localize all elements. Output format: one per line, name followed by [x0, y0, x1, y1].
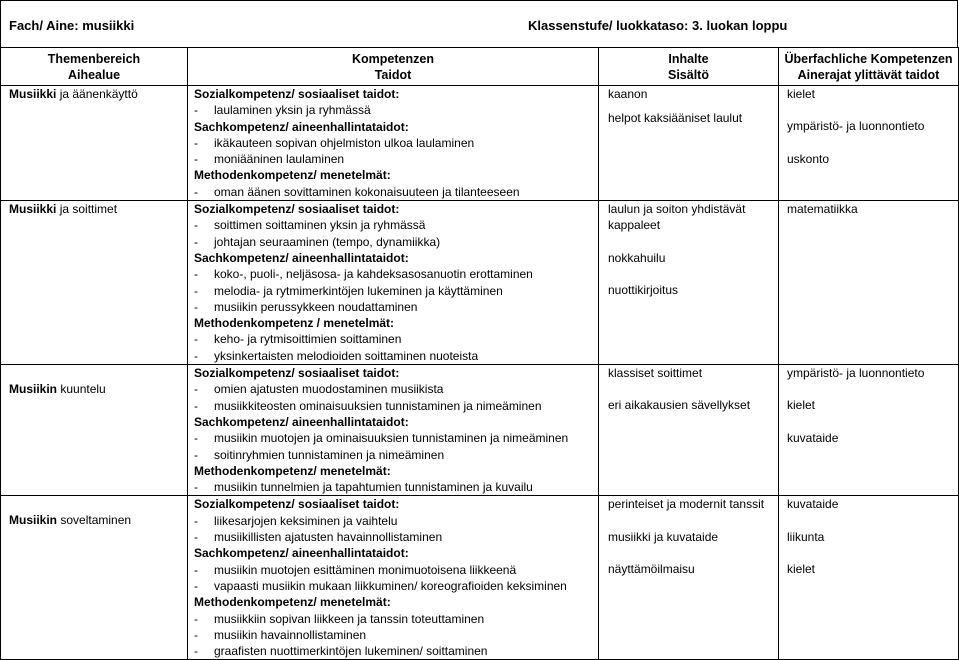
skill-item — [194, 381, 598, 397]
bullet-dash: - — [194, 332, 198, 347]
theme-cell — [1, 496, 188, 660]
competence-heading: Sozialkompetenz/ sosiaaliset taidot: — [194, 497, 400, 512]
skill-text: johtajan seuraaminen (tempo, dynamiikka) — [214, 234, 441, 249]
bullet-dash: - — [194, 382, 198, 397]
skill-item — [194, 234, 598, 250]
competence-heading: Methodenkompetenz/ menetelmät: — [194, 168, 391, 183]
cross-item: kuvataide — [787, 497, 839, 512]
skill-text: omien ajatusten muodostaminen musiikista — [214, 382, 444, 397]
content-item: näyttämöilmaisu — [608, 562, 695, 577]
skill-text: melodia- ja rytmimerkintöjen lukeminen ja käyttäminen — [214, 283, 503, 298]
skill-text: keho- ja rytmisoittimien soittaminen — [214, 332, 402, 347]
header-kompetenzen: Kompetenzen Taidot — [188, 48, 599, 86]
table-row — [1, 86, 959, 201]
competence-heading: Sachkompetenz/ aineenhallintataidot: — [194, 119, 409, 134]
theme-name-bold: Musiikin — [9, 513, 58, 528]
skill-item — [194, 430, 598, 446]
bullet-dash: - — [194, 480, 198, 495]
skill-text: yksinkertaisten melodioiden soittaminen nuoteista — [214, 348, 479, 363]
skill-text: liikesarjojen keksiminen ja vaihtelu — [214, 513, 398, 528]
skill-item — [194, 184, 598, 200]
bullet-dash: - — [194, 431, 198, 446]
bullet-dash: - — [194, 299, 198, 314]
bullet-dash: - — [194, 348, 198, 363]
cross-item: kielet — [787, 87, 816, 101]
level-label: Klassenstufe/ luokkataso: 3. luokan loppu — [528, 18, 788, 33]
cross-item: kielet — [787, 562, 816, 577]
bullet-dash: - — [194, 578, 198, 593]
skill-text: oman äänen sovittaminen kokonaisuuteen ja tilanteeseen — [214, 184, 520, 199]
theme-cell — [1, 201, 188, 365]
skill-item — [194, 513, 598, 529]
skill-text: musiikin muotojen esittäminen monimuotoisena liikkeenä — [214, 562, 517, 577]
document-header — [0, 0, 958, 48]
cross-item: uskonto — [787, 151, 830, 166]
theme-name-rest: kuuntelu — [57, 382, 106, 397]
skill-item — [194, 217, 598, 233]
contents-cell — [599, 365, 779, 496]
competence-heading: Sozialkompetenz/ sosiaaliset taidot: — [194, 202, 400, 217]
skill-text: musiikin perussykkeen noudattaminen — [214, 299, 418, 314]
cross-item: kuvataide — [787, 430, 839, 445]
skill-item — [194, 627, 598, 643]
theme-name-rest: soveltaminen — [57, 513, 132, 528]
bullet-dash: - — [194, 611, 198, 626]
skill-item — [194, 299, 598, 315]
skill-item — [194, 398, 598, 414]
header-themen: Themenbereich Aihealue — [1, 48, 188, 86]
header-ueberfachlich: Überfachliche Kompetenzen Ainerajat ylittävät taidot — [779, 48, 959, 86]
skill-text: moniääninen laulaminen — [214, 152, 345, 167]
skill-item — [194, 331, 598, 347]
competence-heading: Sachkompetenz/ aineenhallintataidot: — [194, 546, 409, 561]
theme-name-rest: ja soittimet — [56, 202, 118, 217]
bullet-dash: - — [194, 627, 198, 642]
contents-cell — [599, 496, 779, 660]
bullet-dash: - — [194, 562, 198, 577]
table-row — [1, 201, 959, 365]
bullet-dash: - — [194, 267, 198, 282]
skills-cell — [188, 365, 599, 496]
bullet-dash: - — [194, 152, 198, 167]
bullet-dash: - — [194, 513, 198, 528]
bullet-dash: - — [194, 398, 198, 413]
competence-heading: Methodenkompetenz / menetelmät: — [194, 316, 395, 331]
table-row — [1, 365, 959, 496]
cross-item: ympäristö- ja luonnontieto — [787, 366, 925, 381]
skill-text: laulaminen yksin ja ryhmässä — [214, 103, 371, 118]
skill-item — [194, 479, 598, 495]
skill-text: musiikillisten ajatusten havainnollistaminen — [214, 530, 443, 545]
competence-heading: Sachkompetenz/ aineenhallintataidot: — [194, 250, 409, 265]
cross-curricular-cell — [779, 496, 959, 660]
skill-item — [194, 266, 598, 282]
content-item: helpot kaksiääniset laulut — [608, 111, 743, 126]
competence-heading: Methodenkompetenz/ menetelmät: — [194, 595, 391, 610]
content-item: nokkahuilu — [608, 250, 666, 265]
bullet-dash: - — [194, 103, 198, 118]
skill-text: graafisten nuottimerkintöjen lukeminen/ soittaminen — [214, 644, 488, 659]
skills-cell — [188, 86, 599, 201]
theme-name-rest: ja äänenkäyttö — [56, 87, 138, 101]
theme-name-bold: Musiikki — [9, 87, 57, 101]
skill-text: ikäkauteen sopivan ohjelmiston ulkoa laulaminen — [214, 135, 475, 150]
cross-item: liikunta — [787, 529, 825, 544]
skill-item — [194, 578, 598, 594]
curriculum-table — [0, 47, 959, 660]
bullet-dash: - — [194, 234, 198, 249]
theme-name-bold: Musiikin — [9, 382, 58, 397]
cross-item: kielet — [787, 398, 816, 413]
theme-name-bold: Musiikki — [9, 202, 57, 217]
skill-text: koko-, puoli-, neljäsosa- ja kahdeksasosanuotin erottaminen — [214, 267, 533, 282]
subject-label: Fach/ Aine: musiikki — [9, 18, 135, 33]
skill-text: musiikin tunnelmien ja tapahtumien tunnistaminen ja kuvailu — [214, 480, 533, 495]
content-item: eri aikakausien sävellykset — [608, 398, 751, 413]
skill-item — [194, 102, 598, 118]
skill-text: vapaasti musiikin mukaan liikkuminen/ koreografioiden keksiminen — [214, 578, 567, 593]
skill-text: musiikin havainnollistaminen — [214, 627, 367, 642]
header-inhalte: Inhalte Sisältö — [599, 48, 779, 86]
cross-curricular-cell — [779, 86, 959, 201]
skill-item — [194, 283, 598, 299]
bullet-dash: - — [194, 447, 198, 462]
bullet-dash: - — [194, 530, 198, 545]
bullet-dash: - — [194, 135, 198, 150]
competence-heading: Methodenkompetenz/ menetelmät: — [194, 463, 391, 478]
cross-item: matematiikka — [787, 202, 858, 217]
skills-cell — [188, 201, 599, 365]
content-item: klassiset soittimet — [608, 366, 703, 381]
competence-heading: Sozialkompetenz/ sosiaaliset taidot: — [194, 366, 400, 381]
skill-item — [194, 529, 598, 545]
theme-cell — [1, 86, 188, 201]
bullet-dash: - — [194, 184, 198, 199]
content-item: musiikki ja kuvataide — [608, 529, 719, 544]
skill-text: musiikkiin sopivan liikkeen ja tanssin toteuttaminen — [214, 611, 485, 626]
skill-item — [194, 135, 598, 151]
competence-heading: Sozialkompetenz/ sosiaaliset taidot: — [194, 87, 400, 101]
skill-item — [194, 562, 598, 578]
skill-item — [194, 447, 598, 463]
skill-text: soitinryhmien tunnistaminen ja nimeäminen — [214, 447, 445, 462]
table-row — [1, 496, 959, 660]
bullet-dash: - — [194, 283, 198, 298]
skills-cell — [188, 496, 599, 660]
theme-cell — [1, 365, 188, 496]
skill-item — [194, 348, 598, 364]
cross-item: ympäristö- ja luonnontieto — [787, 119, 925, 134]
table-header-row — [1, 48, 959, 86]
bullet-dash: - — [194, 644, 198, 659]
skill-text: musiikin muotojen ja ominaisuuksien tunnistaminen ja nimeäminen — [214, 431, 569, 446]
contents-cell — [599, 201, 779, 365]
skill-text: musiikkiteosten ominaisuuksien tunnistaminen ja nimeäminen — [214, 398, 542, 413]
cross-curricular-cell — [779, 365, 959, 496]
skill-item — [194, 611, 598, 627]
content-item: kaanon — [608, 87, 648, 101]
contents-cell — [599, 86, 779, 201]
content-item: perinteiset ja modernit tanssit — [608, 497, 765, 512]
skill-item — [194, 151, 598, 167]
content-item: laulun ja soiton yhdistävät kappaleet — [608, 202, 746, 233]
skill-item — [194, 643, 598, 659]
competence-heading: Sachkompetenz/ aineenhallintataidot: — [194, 414, 409, 429]
cross-curricular-cell — [779, 201, 959, 365]
bullet-dash: - — [194, 218, 198, 233]
skill-text: soittimen soittaminen yksin ja ryhmässä — [214, 218, 426, 233]
content-item: nuottikirjoitus — [608, 282, 679, 297]
